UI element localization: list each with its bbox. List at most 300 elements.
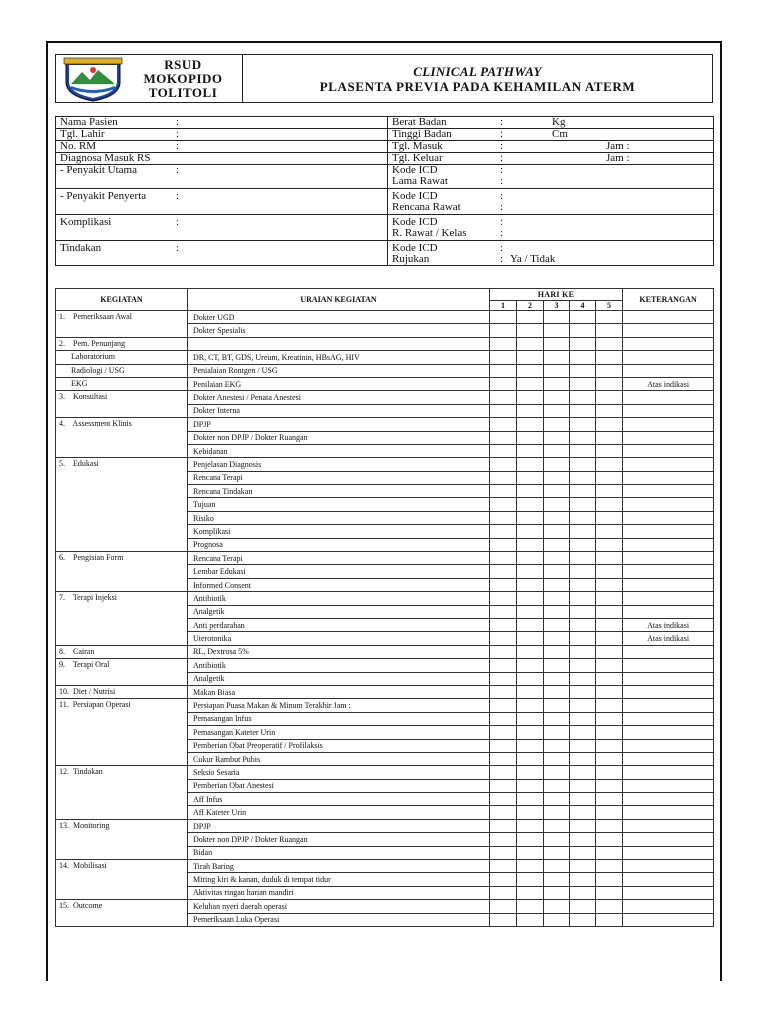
day-checkbox-cell[interactable]	[544, 618, 570, 631]
day-checkbox-cell[interactable]	[570, 538, 596, 551]
day-checkbox-cell[interactable]	[570, 712, 596, 725]
day-checkbox-cell[interactable]	[544, 793, 570, 806]
day-checkbox-cell[interactable]	[570, 364, 596, 377]
day-checkbox-cell[interactable]	[596, 766, 623, 779]
keterangan-cell[interactable]	[623, 592, 714, 605]
day-checkbox-cell[interactable]	[570, 900, 596, 913]
day-checkbox-cell[interactable]	[490, 538, 517, 551]
day-checkbox-cell[interactable]	[596, 538, 623, 551]
day-checkbox-cell[interactable]	[570, 578, 596, 591]
keterangan-cell[interactable]	[623, 819, 714, 832]
day-checkbox-cell[interactable]	[544, 699, 570, 712]
day-checkbox-cell[interactable]	[596, 833, 623, 846]
keterangan-cell[interactable]: Atas indikasi	[623, 618, 714, 631]
day-checkbox-cell[interactable]	[596, 565, 623, 578]
day-checkbox-cell[interactable]	[517, 846, 544, 859]
day-checkbox-cell[interactable]	[596, 632, 623, 645]
day-checkbox-cell[interactable]	[490, 618, 517, 631]
day-checkbox-cell[interactable]	[517, 418, 544, 431]
day-checkbox-cell[interactable]	[570, 873, 596, 886]
patient-field[interactable]	[56, 215, 388, 241]
day-checkbox-cell[interactable]	[570, 311, 596, 324]
day-checkbox-cell[interactable]	[570, 913, 596, 926]
day-checkbox-cell[interactable]	[570, 471, 596, 484]
day-checkbox-cell[interactable]	[570, 605, 596, 618]
day-checkbox-cell[interactable]	[517, 311, 544, 324]
day-checkbox-cell[interactable]	[570, 819, 596, 832]
day-checkbox-cell[interactable]	[570, 752, 596, 765]
day-checkbox-cell[interactable]	[544, 458, 570, 471]
uraian-cell: Penilaian EKG	[188, 377, 490, 390]
day-checkbox-cell[interactable]	[517, 525, 544, 538]
day-checkbox-cell[interactable]	[517, 685, 544, 698]
day-checkbox-cell[interactable]	[596, 779, 623, 792]
day-checkbox-cell[interactable]	[544, 391, 570, 404]
day-checkbox-cell[interactable]	[490, 685, 517, 698]
keterangan-cell[interactable]	[623, 444, 714, 457]
day-checkbox-cell[interactable]	[570, 498, 596, 511]
day-checkbox-cell[interactable]	[570, 659, 596, 672]
day-checkbox-cell[interactable]	[596, 552, 623, 565]
day-checkbox-cell[interactable]	[517, 431, 544, 444]
day-checkbox-cell[interactable]	[596, 699, 623, 712]
day-checkbox-cell[interactable]	[544, 712, 570, 725]
patient-field[interactable]	[56, 117, 388, 129]
day-checkbox-cell[interactable]	[490, 766, 517, 779]
day-checkbox-cell[interactable]	[490, 578, 517, 591]
day-checkbox-cell[interactable]	[596, 498, 623, 511]
day-checkbox-cell[interactable]	[517, 391, 544, 404]
keterangan-cell[interactable]	[623, 712, 714, 725]
day-checkbox-cell[interactable]	[517, 699, 544, 712]
day-checkbox-cell[interactable]	[570, 592, 596, 605]
day-checkbox-cell[interactable]	[570, 779, 596, 792]
day-checkbox-cell[interactable]	[544, 324, 570, 337]
keterangan-cell[interactable]	[623, 806, 714, 819]
day-checkbox-cell[interactable]	[490, 324, 517, 337]
day-checkbox-cell[interactable]	[596, 752, 623, 765]
keterangan-cell[interactable]	[623, 511, 714, 524]
patient-field[interactable]	[388, 141, 714, 153]
field-colon: :	[500, 242, 504, 254]
day-checkbox-cell[interactable]	[490, 498, 517, 511]
day-checkbox-cell[interactable]	[570, 699, 596, 712]
day-checkbox-cell[interactable]	[490, 699, 517, 712]
day-checkbox-cell[interactable]	[596, 592, 623, 605]
day-checkbox-cell[interactable]	[570, 458, 596, 471]
day-checkbox-cell[interactable]	[517, 645, 544, 658]
day-checkbox-cell[interactable]	[490, 431, 517, 444]
day-checkbox-cell[interactable]	[570, 726, 596, 739]
day-checkbox-cell[interactable]	[517, 485, 544, 498]
day-checkbox-cell[interactable]	[517, 377, 544, 390]
day-checkbox-cell[interactable]	[544, 659, 570, 672]
day-checkbox-cell[interactable]	[596, 471, 623, 484]
day-checkbox-cell[interactable]	[490, 900, 517, 913]
day-checkbox-cell[interactable]	[490, 632, 517, 645]
day-checkbox-cell[interactable]	[596, 672, 623, 685]
day-checkbox-cell[interactable]	[490, 806, 517, 819]
day-checkbox-cell[interactable]	[490, 351, 517, 364]
keterangan-cell[interactable]	[623, 364, 714, 377]
day-checkbox-cell[interactable]	[517, 632, 544, 645]
day-checkbox-cell[interactable]	[490, 793, 517, 806]
day-checkbox-cell[interactable]	[544, 645, 570, 658]
day-checkbox-cell[interactable]	[517, 726, 544, 739]
day-checkbox-cell[interactable]	[570, 418, 596, 431]
day-checkbox-cell[interactable]	[544, 565, 570, 578]
day-checkbox-cell[interactable]	[544, 900, 570, 913]
keterangan-cell[interactable]	[623, 752, 714, 765]
day-checkbox-cell[interactable]	[517, 565, 544, 578]
day-checkbox-cell[interactable]	[596, 525, 623, 538]
day-checkbox-cell[interactable]	[517, 404, 544, 417]
day-checkbox-cell[interactable]	[544, 511, 570, 524]
day-checkbox-cell[interactable]	[490, 739, 517, 752]
day-checkbox-cell[interactable]	[517, 766, 544, 779]
day-checkbox-cell[interactable]	[596, 900, 623, 913]
keterangan-cell[interactable]: Atas indikasi	[623, 632, 714, 645]
day-checkbox-cell[interactable]	[544, 471, 570, 484]
day-checkbox-cell[interactable]	[490, 458, 517, 471]
keterangan-cell[interactable]	[623, 672, 714, 685]
keterangan-cell[interactable]	[623, 458, 714, 471]
patient-field[interactable]	[388, 165, 714, 189]
kegiatan-cell: 4. Assessment Klinis	[56, 418, 188, 458]
keterangan-cell[interactable]	[623, 418, 714, 431]
day-checkbox-cell[interactable]	[544, 538, 570, 551]
day-checkbox-cell[interactable]	[544, 819, 570, 832]
day-checkbox-cell[interactable]	[596, 685, 623, 698]
day-checkbox-cell[interactable]	[570, 485, 596, 498]
day-checkbox-cell[interactable]	[544, 806, 570, 819]
day-checkbox-cell[interactable]	[596, 712, 623, 725]
day-checkbox-cell[interactable]	[596, 485, 623, 498]
day-checkbox-cell[interactable]	[490, 873, 517, 886]
day-checkbox-cell[interactable]	[596, 913, 623, 926]
day-checkbox-cell[interactable]	[490, 659, 517, 672]
keterangan-cell[interactable]	[623, 578, 714, 591]
day-checkbox-cell[interactable]	[517, 900, 544, 913]
day-checkbox-cell[interactable]	[596, 645, 623, 658]
day-checkbox-cell[interactable]	[490, 364, 517, 377]
day-checkbox-cell[interactable]	[490, 860, 517, 873]
field-label: - Penyakit Utama	[60, 164, 137, 176]
day-checkbox-cell[interactable]	[596, 886, 623, 899]
day-checkbox-cell[interactable]	[570, 324, 596, 337]
day-checkbox-cell[interactable]	[517, 458, 544, 471]
day-checkbox-cell[interactable]	[517, 351, 544, 364]
day-checkbox-cell[interactable]	[490, 485, 517, 498]
patient-field[interactable]	[56, 189, 388, 215]
day-checkbox-cell[interactable]	[596, 364, 623, 377]
day-checkbox-cell[interactable]	[517, 324, 544, 337]
day-checkbox-cell[interactable]	[570, 739, 596, 752]
day-checkbox-cell[interactable]	[570, 351, 596, 364]
patient-field[interactable]	[56, 153, 388, 165]
day-checkbox-cell[interactable]	[596, 860, 623, 873]
day-checkbox-cell[interactable]	[517, 578, 544, 591]
day-checkbox-cell[interactable]	[544, 578, 570, 591]
keterangan-cell[interactable]	[623, 324, 714, 337]
day-checkbox-cell[interactable]	[570, 672, 596, 685]
day-checkbox-cell[interactable]	[544, 418, 570, 431]
keterangan-cell[interactable]	[623, 860, 714, 873]
day-checkbox-cell[interactable]	[544, 672, 570, 685]
day-checkbox-cell[interactable]	[544, 886, 570, 899]
day-checkbox-cell[interactable]	[517, 779, 544, 792]
day-checkbox-cell[interactable]	[517, 793, 544, 806]
day-checkbox-cell[interactable]	[517, 538, 544, 551]
day-checkbox-cell[interactable]	[490, 592, 517, 605]
day-checkbox-cell[interactable]	[517, 752, 544, 765]
day-checkbox-cell[interactable]	[596, 618, 623, 631]
patient-field[interactable]	[388, 241, 714, 266]
day-checkbox-cell[interactable]	[490, 337, 517, 350]
day-checkbox-cell[interactable]	[490, 444, 517, 457]
day-checkbox-cell[interactable]	[544, 311, 570, 324]
table-row	[56, 900, 714, 913]
day-checkbox-cell[interactable]	[570, 685, 596, 698]
day-checkbox-cell[interactable]	[570, 391, 596, 404]
day-checkbox-cell[interactable]	[517, 873, 544, 886]
day-checkbox-cell[interactable]	[490, 525, 517, 538]
patient-field[interactable]	[56, 241, 388, 266]
day-checkbox-cell[interactable]	[517, 444, 544, 457]
day-checkbox-cell[interactable]	[544, 605, 570, 618]
keterangan-cell[interactable]	[623, 485, 714, 498]
keterangan-cell[interactable]	[623, 391, 714, 404]
day-checkbox-cell[interactable]	[596, 873, 623, 886]
day-checkbox-cell[interactable]	[544, 632, 570, 645]
day-checkbox-cell[interactable]	[544, 766, 570, 779]
day-checkbox-cell[interactable]	[490, 471, 517, 484]
day-checkbox-cell[interactable]	[544, 525, 570, 538]
day-checkbox-cell[interactable]	[570, 618, 596, 631]
day-checkbox-cell[interactable]	[570, 766, 596, 779]
day-checkbox-cell[interactable]	[490, 833, 517, 846]
day-checkbox-cell[interactable]	[596, 458, 623, 471]
day-checkbox-cell[interactable]	[517, 739, 544, 752]
day-checkbox-cell[interactable]	[490, 779, 517, 792]
keterangan-cell[interactable]	[623, 565, 714, 578]
day-checkbox-cell[interactable]	[544, 377, 570, 390]
day-checkbox-cell[interactable]	[517, 886, 544, 899]
keterangan-cell[interactable]: Atas indikasi	[623, 377, 714, 390]
day-checkbox-cell[interactable]	[490, 752, 517, 765]
day-checkbox-cell[interactable]	[490, 511, 517, 524]
day-checkbox-cell[interactable]	[517, 712, 544, 725]
day-checkbox-cell[interactable]	[544, 337, 570, 350]
day-checkbox-cell[interactable]	[596, 793, 623, 806]
day-checkbox-cell[interactable]	[596, 418, 623, 431]
day-checkbox-cell[interactable]	[544, 444, 570, 457]
day-checkbox-cell[interactable]	[517, 552, 544, 565]
keterangan-cell[interactable]	[623, 913, 714, 926]
keterangan-cell[interactable]	[623, 605, 714, 618]
day-checkbox-cell[interactable]	[570, 860, 596, 873]
day-checkbox-cell[interactable]	[596, 324, 623, 337]
keterangan-cell[interactable]	[623, 886, 714, 899]
keterangan-cell[interactable]	[623, 900, 714, 913]
keterangan-cell[interactable]	[623, 846, 714, 859]
day-checkbox-cell[interactable]	[544, 485, 570, 498]
day-checkbox-cell[interactable]	[544, 592, 570, 605]
day-checkbox-cell[interactable]	[544, 351, 570, 364]
keterangan-cell[interactable]	[623, 726, 714, 739]
day-checkbox-cell[interactable]	[490, 311, 517, 324]
keterangan-cell[interactable]	[623, 685, 714, 698]
day-checkbox-cell[interactable]	[517, 498, 544, 511]
day-checkbox-cell[interactable]	[596, 404, 623, 417]
patient-field[interactable]	[388, 117, 714, 129]
day-checkbox-cell[interactable]	[596, 659, 623, 672]
day-checkbox-cell[interactable]	[517, 833, 544, 846]
keterangan-cell[interactable]	[623, 739, 714, 752]
day-checkbox-cell[interactable]	[570, 431, 596, 444]
day-checkbox-cell[interactable]	[517, 618, 544, 631]
day-checkbox-cell[interactable]	[596, 578, 623, 591]
day-checkbox-cell[interactable]	[490, 418, 517, 431]
keterangan-cell[interactable]	[623, 793, 714, 806]
day-checkbox-cell[interactable]	[596, 511, 623, 524]
day-checkbox-cell[interactable]	[517, 511, 544, 524]
field-colon: :	[500, 128, 504, 140]
day-checkbox-cell[interactable]	[490, 672, 517, 685]
day-checkbox-cell[interactable]	[517, 605, 544, 618]
day-checkbox-cell[interactable]	[596, 377, 623, 390]
day-checkbox-cell[interactable]	[490, 846, 517, 859]
keterangan-cell[interactable]	[623, 766, 714, 779]
day-checkbox-cell[interactable]	[596, 605, 623, 618]
day-checkbox-cell[interactable]	[596, 337, 623, 350]
uraian-cell: Pemberian Obat Anestesi	[188, 779, 490, 792]
day-checkbox-cell[interactable]	[544, 779, 570, 792]
day-checkbox-cell[interactable]	[570, 846, 596, 859]
day-checkbox-cell[interactable]	[517, 592, 544, 605]
day-checkbox-cell[interactable]	[596, 431, 623, 444]
day-checkbox-cell[interactable]	[490, 552, 517, 565]
day-checkbox-cell[interactable]	[517, 819, 544, 832]
day-checkbox-cell[interactable]	[544, 685, 570, 698]
patient-field[interactable]	[56, 165, 388, 189]
keterangan-cell[interactable]	[623, 659, 714, 672]
keterangan-cell[interactable]	[623, 471, 714, 484]
keterangan-cell[interactable]	[623, 779, 714, 792]
day-checkbox-cell[interactable]	[544, 873, 570, 886]
day-checkbox-cell[interactable]	[570, 565, 596, 578]
day-checkbox-cell[interactable]	[490, 404, 517, 417]
patient-field[interactable]	[388, 215, 714, 241]
day-checkbox-cell[interactable]	[570, 511, 596, 524]
day-checkbox-cell[interactable]	[544, 498, 570, 511]
day-checkbox-cell[interactable]	[570, 632, 596, 645]
day-checkbox-cell[interactable]	[490, 726, 517, 739]
day-checkbox-cell[interactable]	[570, 793, 596, 806]
day-checkbox-cell[interactable]	[544, 833, 570, 846]
patient-field[interactable]	[388, 153, 714, 165]
day-checkbox-cell[interactable]	[490, 377, 517, 390]
day-checkbox-cell[interactable]	[570, 552, 596, 565]
day-checkbox-cell[interactable]	[544, 431, 570, 444]
keterangan-cell[interactable]	[623, 833, 714, 846]
keterangan-cell[interactable]	[623, 699, 714, 712]
keterangan-cell[interactable]	[623, 538, 714, 551]
day-checkbox-cell[interactable]	[596, 819, 623, 832]
day-checkbox-cell[interactable]	[490, 391, 517, 404]
day-checkbox-cell[interactable]	[596, 351, 623, 364]
patient-field[interactable]	[56, 129, 388, 141]
day-checkbox-cell[interactable]	[544, 846, 570, 859]
field-label: Komplikasi	[60, 216, 112, 228]
day-checkbox-cell[interactable]	[570, 525, 596, 538]
day-checkbox-cell[interactable]	[570, 444, 596, 457]
keterangan-cell[interactable]	[623, 351, 714, 364]
day-checkbox-cell[interactable]	[490, 913, 517, 926]
keterangan-cell[interactable]	[623, 525, 714, 538]
day-checkbox-cell[interactable]	[596, 846, 623, 859]
patient-field[interactable]	[388, 189, 714, 215]
day-checkbox-cell[interactable]	[517, 659, 544, 672]
day-checkbox-cell[interactable]	[517, 364, 544, 377]
day-checkbox-cell[interactable]	[544, 860, 570, 873]
day-checkbox-cell[interactable]	[570, 645, 596, 658]
day-checkbox-cell[interactable]	[517, 337, 544, 350]
keterangan-cell[interactable]	[623, 337, 714, 350]
day-checkbox-cell[interactable]	[596, 391, 623, 404]
day-checkbox-cell[interactable]	[570, 377, 596, 390]
day-checkbox-cell[interactable]	[490, 886, 517, 899]
day-checkbox-cell[interactable]	[490, 645, 517, 658]
keterangan-cell[interactable]	[623, 873, 714, 886]
patient-field[interactable]	[388, 129, 714, 141]
day-checkbox-cell[interactable]	[570, 337, 596, 350]
day-checkbox-cell[interactable]	[490, 819, 517, 832]
day-checkbox-cell[interactable]	[596, 444, 623, 457]
day-checkbox-cell[interactable]	[544, 726, 570, 739]
keterangan-cell[interactable]	[623, 645, 714, 658]
day-checkbox-cell[interactable]	[596, 739, 623, 752]
day-checkbox-cell[interactable]	[517, 471, 544, 484]
keterangan-cell[interactable]	[623, 311, 714, 324]
day-checkbox-cell[interactable]	[570, 404, 596, 417]
day-checkbox-cell[interactable]	[490, 605, 517, 618]
day-checkbox-cell[interactable]	[596, 726, 623, 739]
day-checkbox-cell[interactable]	[544, 739, 570, 752]
day-checkbox-cell[interactable]	[570, 886, 596, 899]
day-checkbox-cell[interactable]	[517, 806, 544, 819]
day-checkbox-cell[interactable]	[544, 364, 570, 377]
day-checkbox-cell[interactable]	[596, 311, 623, 324]
day-checkbox-cell[interactable]	[570, 833, 596, 846]
day-checkbox-cell[interactable]	[544, 913, 570, 926]
day-checkbox-cell[interactable]	[570, 806, 596, 819]
day-checkbox-cell[interactable]	[517, 860, 544, 873]
day-checkbox-cell[interactable]	[596, 806, 623, 819]
day-checkbox-cell[interactable]	[517, 913, 544, 926]
keterangan-cell[interactable]	[623, 431, 714, 444]
patient-field[interactable]	[56, 141, 388, 153]
keterangan-cell[interactable]	[623, 552, 714, 565]
keterangan-cell[interactable]	[623, 498, 714, 511]
day-checkbox-cell[interactable]	[517, 672, 544, 685]
keterangan-cell[interactable]	[623, 404, 714, 417]
day-checkbox-cell[interactable]	[490, 712, 517, 725]
day-checkbox-cell[interactable]	[544, 404, 570, 417]
day-checkbox-cell[interactable]	[544, 752, 570, 765]
day-checkbox-cell[interactable]	[490, 565, 517, 578]
day-checkbox-cell[interactable]	[544, 552, 570, 565]
